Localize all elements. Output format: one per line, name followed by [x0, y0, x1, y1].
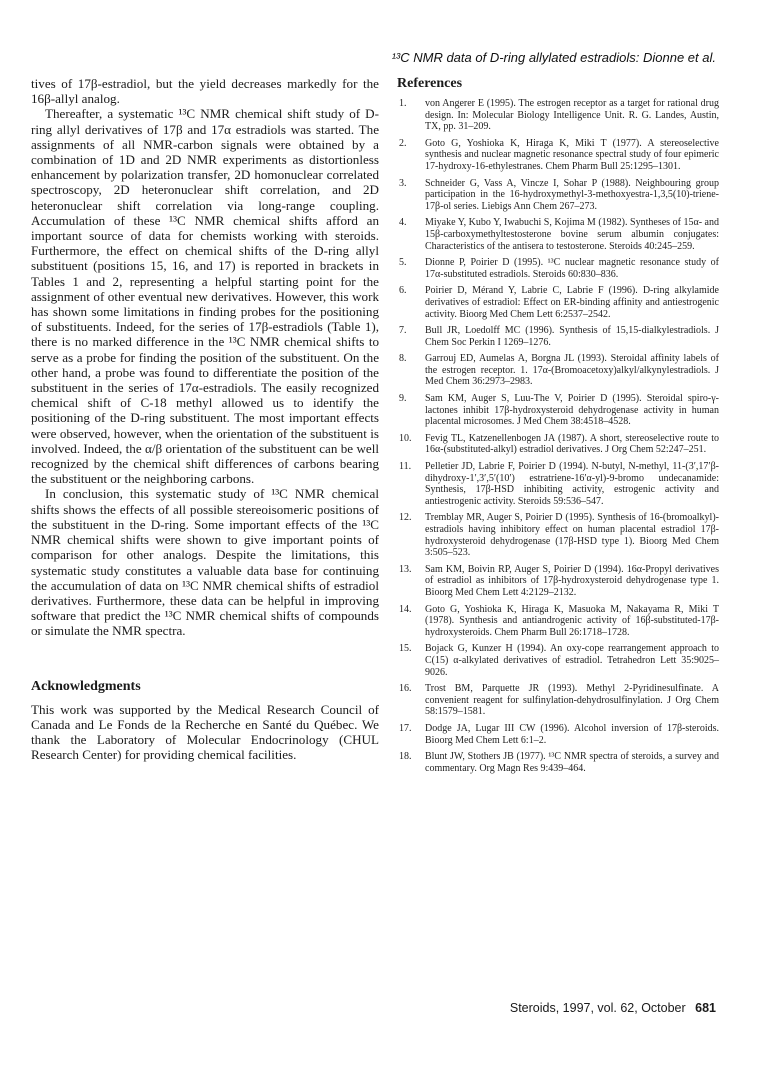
reference-text: Fevig TL, Katzenellenbogen JA (1987). A short, stereoselective route to 16α-(substituted-alkyl) estradiol derivatives. J Org Chem 52:247–251.	[425, 432, 719, 456]
reference-text: Schneider G, Vass A, Vincze I, Sohar P (1988). Neighbouring group participation in the 16-hydroxymethyl-3-methoxyestra-1,3,5(10)-triene-17β-ol series. Liebigs Ann Chem 267–273.	[425, 177, 719, 212]
reference-item	[397, 564, 719, 599]
body-paragraph: In conclusion, this systematic study of ¹³C NMR chemical shifts shows the effects of all possible stereoisomeric positions of the substituent in the D-ring. Some important effects of the ¹³C NMR chemical shifts were shown to give important points of comparison for other analogs. Despite the limitations, this systematic study constitutes a valuable data base for continuing the accumulation of data on ¹³C NMR chemical shifts of estradiol derivatives. Furthermore, these data can be helpful in improving software that predict the ¹³C NMR chemical shifts of compounds or simulate the NMR spectra.	[31, 486, 379, 639]
reference-item	[397, 178, 719, 213]
reference-text: Dodge JA, Lugar III CW (1996). Alcohol inversion of 17β-steroids. Bioorg Med Chem Lett 6:1–2.	[425, 722, 719, 746]
running-head: ¹³C NMR data of D-ring allylated estradiols: Dionne et al.	[391, 50, 716, 65]
reference-text: Goto G, Yoshioka K, Hiraga K, Masuoka M, Nakayama R, Miki T (1978). Synthesis and antiandrogenic activity of 16β-substituted-17β-hydroxysteroids. Chem Pharm Bull 26:1718–1728.	[425, 603, 719, 638]
journal-citation: Steroids, 1997, vol. 62, October	[509, 1001, 686, 1015]
reference-text: Dionne P, Poirier D (1995). ¹³C nuclear magnetic resonance study of 17α-substituted estradiols. Steroids 60:830–836.	[425, 257, 719, 280]
reference-number: 3.	[399, 177, 407, 189]
references-list	[397, 98, 719, 774]
reference-number: 18.	[399, 751, 412, 763]
reference-item	[397, 643, 719, 678]
reference-number: 13.	[399, 563, 412, 575]
reference-text: Poirier D, Mérand Y, Labrie C, Labrie F (1996). D-ring alkylamide derivatives of estradiol: Effect on ER-binding affinity and antiestrogenic activity. Bioorg Med Chem Lett 6:2537–2542.	[425, 285, 719, 320]
reference-item	[397, 461, 719, 507]
reference-number: 4.	[399, 217, 407, 229]
reference-item	[397, 217, 719, 252]
reference-text: Tremblay MR, Auger S, Poirier D (1995). Synthesis of 16-(bromoalkyl)-estradiols having inhibitory effect on human placental estradiol 17β-hydroxysteroid dehydrogenase (17β-HSD type 1). Bioorg Med Chem 3:505–523.	[425, 512, 719, 559]
body-paragraph: tives of 17β-estradiol, but the yield decreases markedly for the 16β-allyl analog.	[31, 76, 379, 107]
reference-number: 17.	[399, 722, 412, 734]
reference-number: 15.	[399, 643, 412, 655]
reference-item	[397, 393, 719, 428]
reference-item	[397, 751, 719, 774]
reference-item	[397, 433, 719, 456]
acknowledgments-heading: Acknowledgments	[31, 678, 141, 694]
reference-text: Bull JR, Loedolff MC (1996). Synthesis of 15,15-dialkylestradiols. J Chem Soc Perkin I 1269–1276.	[425, 325, 719, 348]
reference-item	[397, 683, 719, 718]
reference-number: 11.	[399, 461, 412, 473]
reference-number: 1.	[399, 98, 407, 109]
acknowledgments-text: This work was supported by the Medical Research Council of Canada and Le Fonds de la Recherche en Santé du Québec. We thank the Laboratory of Molecular Endocrinology (CHUL Research Center) for providing chemical facilities.	[31, 701, 379, 763]
reference-item	[397, 604, 719, 639]
reference-number: 7.	[399, 325, 407, 337]
reference-text: Garrouj ED, Aumelas A, Borgna JL (1993). Steroidal affinity labels of the estrogen receptor. 1. 17α-(Bromoacetoxy)alkyl/alkynylestradiols. J Med Chem 36:2973–2983.	[425, 353, 719, 388]
reference-item	[397, 138, 719, 173]
reference-text: Miyake Y, Kubo Y, Iwabuchi S, Kojima M (1982). Syntheses of 15α- and 15β-carboxymethyltestosterone bovine serum albumin conjugates: Characteristics of the antisera to testosterone. Steroids 40:245–259.	[425, 217, 719, 252]
reference-number: 10.	[399, 432, 412, 444]
reference-text: Goto G, Yoshioka K, Hiraga K, Miki T (1977). A stereoselective synthesis and nuclear magnetic resonance spectral study of four epimeric 17-hydroxy-16-ethylestranes. Chem Pharm Bull 25:1295–1301.	[425, 137, 719, 172]
reference-item	[397, 353, 719, 388]
reference-number: 16.	[399, 683, 412, 695]
reference-item	[397, 257, 719, 280]
reference-number: 9.	[399, 393, 407, 405]
reference-number: 5.	[399, 257, 407, 269]
reference-text: Sam KM, Auger S, Luu-The V, Poirier D (1995). Steroidal spiro-γ-lactones inhibit 17β-hydroxysteroid dehydrogenase activity in human placental microsomes. J Med Chem 38:4518–4528.	[425, 393, 719, 428]
reference-item	[397, 325, 719, 348]
reference-text: Bojack G, Kunzer H (1994). An oxy-cope rearrangement approach to C(15) α-alkylated derivatives of estradiol. Tetrahedron Lett 35:9025–9026.	[425, 643, 719, 678]
references-heading: References	[397, 76, 463, 91]
reference-item	[397, 285, 719, 320]
reference-number: 6.	[399, 285, 407, 297]
reference-text: von Angerer E (1995). The estrogen receptor as a target for rational drug design. In: Molecular Biology Intelligence Unit. R. G. Landes, Austin, TX, pp. 31–209.	[425, 98, 719, 133]
reference-text: Sam KM, Boivin RP, Auger S, Poirier D (1994). 16α-Propyl derivatives of estradiol as inhibitors of 17β-hydroxysteroid dehydrogenase type 1. Bioorg Med Chem Lett 4:2129–2132.	[425, 563, 719, 598]
reference-item	[397, 98, 719, 133]
body-column	[31, 76, 379, 763]
reference-number: 2.	[399, 137, 407, 149]
page-footer	[510, 1001, 716, 1015]
reference-item	[397, 512, 719, 558]
page-number: 681	[695, 1001, 716, 1015]
reference-number: 12.	[399, 512, 412, 524]
body-paragraph: Thereafter, a systematic ¹³C NMR chemical shift study of D-ring allyl derivatives of 17β and 17α estradiols was started. The assignments of all NMR-carbon signals were obtained by a combination of 1D and 2D NMR experiments as distortionless enhancement by polarization transfer, 2D homonuclear correlated spectroscopy, 2D heteronuclear shift correlation, and 2D heteronuclear shift correlation via long-range coupling. Accumulation of these ¹³C NMR chemical shifts afford an important source of data for chemists working with steroids. Furthermore, the effect on chemical shifts of the D-ring allyl substituent (positions 15, 16, and 17) is reported in brackets in Tables 1 and 2, representing a helpful starting point for the assignment of other eventual new derivatives. However, this work has shown some limitations in finding probes for the positioning of substituents. Indeed, for the series of 17β-estradiols (Table 1), there is no marked difference in the ¹³C NMR chemical shifts to serve as a probe for finding the position of the substituent. On the other hand, a probe was found to differentiate the position of the substituent in the series of 17α-estradiols. The easily recognized chemical shift of C-18 methyl allowed us to identify the positioning of the D-ring substituent. The most important effects were observed, however, when the orientation of the substituent is involved. Indeed, the α/β orientation of the substituent can be well recognized by the chemical shift differences of carbons bearing the substituent or the neighboring carbons.	[31, 106, 379, 487]
reference-text: Blunt JW, Stothers JB (1977). ¹³C NMR spectra of steroids, a survey and commentary. Org Magn Res 9:439–464.	[425, 751, 719, 774]
reference-text: Trost BM, Parquette JR (1993). Methyl 2-Pyridinesulfinate. A convenient reagent for sulfinylation-dehydrosulfinylation. J Org Chem 58:1579–1581.	[425, 683, 719, 718]
references-column	[397, 76, 719, 779]
reference-text: Pelletier JD, Labrie F, Poirier D (1994). N-butyl, N-methyl, 11-(3′,17′β-dihydroxy-1′,3′,5′(10′) estratriene-16′α-yl)-9-bromo undecanamide: Synthesis, 17β-HSD inhibiting activity, estrogenic activity and antiestrogenic activity. Steroids 59:536–547.	[425, 461, 719, 507]
reference-number: 14.	[399, 603, 412, 615]
reference-item	[397, 723, 719, 746]
reference-number: 8.	[399, 353, 407, 365]
